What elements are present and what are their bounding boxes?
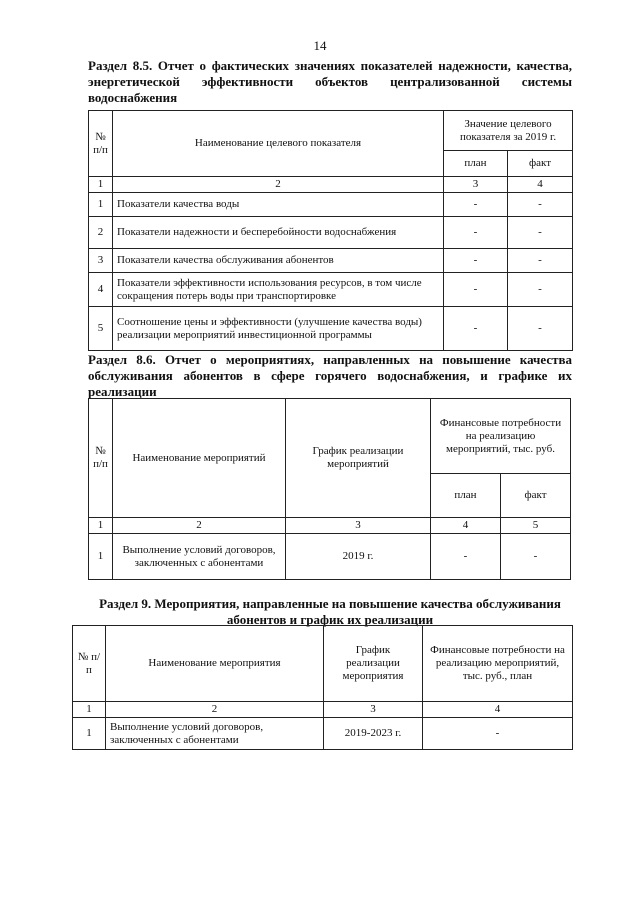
section-8-6-heading: Раздел 8.6. Отчет о мероприятиях, направленных на повышение качества обслуживания абонентов в сфере горячего водоснабжения, и графике их реализации — [88, 352, 572, 399]
index-row — [73, 702, 573, 718]
index-cell: 1 — [89, 177, 113, 193]
col-num-header: № п/ п — [73, 626, 106, 702]
row-name: Показатели надежности и бесперебойности водоснабжения — [113, 217, 444, 249]
table-row — [73, 718, 573, 750]
row-plan: - — [444, 217, 508, 249]
col-name-header: Наименование мероприятий — [113, 399, 286, 518]
row-num: 3 — [89, 249, 113, 273]
row-fact: - — [501, 534, 571, 580]
page-number: 14 — [313, 38, 327, 53]
row-fact: - — [508, 217, 573, 249]
row-name: Показатели качества обслуживания абонентов — [113, 249, 444, 273]
row-fact: - — [508, 193, 573, 217]
index-cell: 1 — [73, 702, 106, 718]
index-cell: 2 — [113, 177, 444, 193]
section-8-5-table — [88, 110, 573, 351]
row-plan: - — [444, 193, 508, 217]
col-fact-header: факт — [501, 474, 571, 518]
row-name: Выполнение условий договоров, заключенных с абонентами — [106, 718, 324, 750]
section-8-5-heading: Раздел 8.5. Отчет о фактических значениях показателей надежности, качества, энергетической эффективности объектов централизованной системы водоснабжения — [88, 58, 572, 105]
table-row — [89, 307, 573, 351]
index-cell: 3 — [286, 518, 431, 534]
row-fact: - — [508, 273, 573, 307]
section-9-table — [72, 625, 573, 750]
row-name: Выполнение условий договоров, заключенных с абонентами — [113, 534, 286, 580]
index-row — [89, 518, 571, 534]
col-num-header: № п/п — [89, 111, 113, 177]
row-plan: - — [423, 718, 573, 750]
row-plan: - — [444, 307, 508, 351]
row-name: Показатели эффективности использования ресурсов, в том числе сокращения потерь воды при транспортировке — [113, 273, 444, 307]
row-schedule: 2019 г. — [286, 534, 431, 580]
row-name: Соотношение цены и эффективности (улучшение качества воды) реализации мероприятий инвестиционной программы — [113, 307, 444, 351]
row-schedule: 2019-2023 г. — [324, 718, 423, 750]
table-row — [89, 273, 573, 307]
row-num: 1 — [89, 193, 113, 217]
index-cell: 3 — [444, 177, 508, 193]
index-cell: 3 — [324, 702, 423, 718]
row-num: 1 — [73, 718, 106, 750]
col-finance-header: Финансовые потребности на реализацию мероприятий, тыс. руб. — [431, 399, 571, 474]
row-plan: - — [431, 534, 501, 580]
col-fact-header: факт — [508, 151, 573, 177]
index-cell: 4 — [423, 702, 573, 718]
table-row — [89, 217, 573, 249]
col-schedule-header: График реализации мероприятия — [324, 626, 423, 702]
row-num: 4 — [89, 273, 113, 307]
index-cell: 5 — [501, 518, 571, 534]
col-plan-header: план — [431, 474, 501, 518]
table-row — [89, 249, 573, 273]
row-name: Показатели качества воды — [113, 193, 444, 217]
col-num-header: № п/п — [89, 399, 113, 518]
col-name-header: Наименование целевого показателя — [113, 111, 444, 177]
index-cell: 4 — [508, 177, 573, 193]
index-cell: 2 — [106, 702, 324, 718]
table-row — [89, 193, 573, 217]
row-plan: - — [444, 273, 508, 307]
col-schedule-header: График реализации мероприятий — [286, 399, 431, 518]
row-plan: - — [444, 249, 508, 273]
index-row — [89, 177, 573, 193]
row-fact: - — [508, 249, 573, 273]
row-num: 5 — [89, 307, 113, 351]
index-cell: 1 — [89, 518, 113, 534]
col-name-header: Наименование мероприятия — [106, 626, 324, 702]
index-cell: 2 — [113, 518, 286, 534]
table-row — [89, 534, 571, 580]
index-cell: 4 — [431, 518, 501, 534]
col-plan-header: план — [444, 151, 508, 177]
row-num: 1 — [89, 534, 113, 580]
row-fact: - — [508, 307, 573, 351]
row-num: 2 — [89, 217, 113, 249]
col-finance-header: Финансовые потребности на реализацию мероприятий, тыс. руб., план — [423, 626, 573, 702]
section-9-heading: Раздел 9. Мероприятия, направленные на повышение качества обслуживания абонентов и график их реализации — [99, 596, 561, 627]
section-8-6-table — [88, 398, 571, 580]
col-value-header: Значение целевого показателя за 2019 г. — [444, 111, 573, 151]
